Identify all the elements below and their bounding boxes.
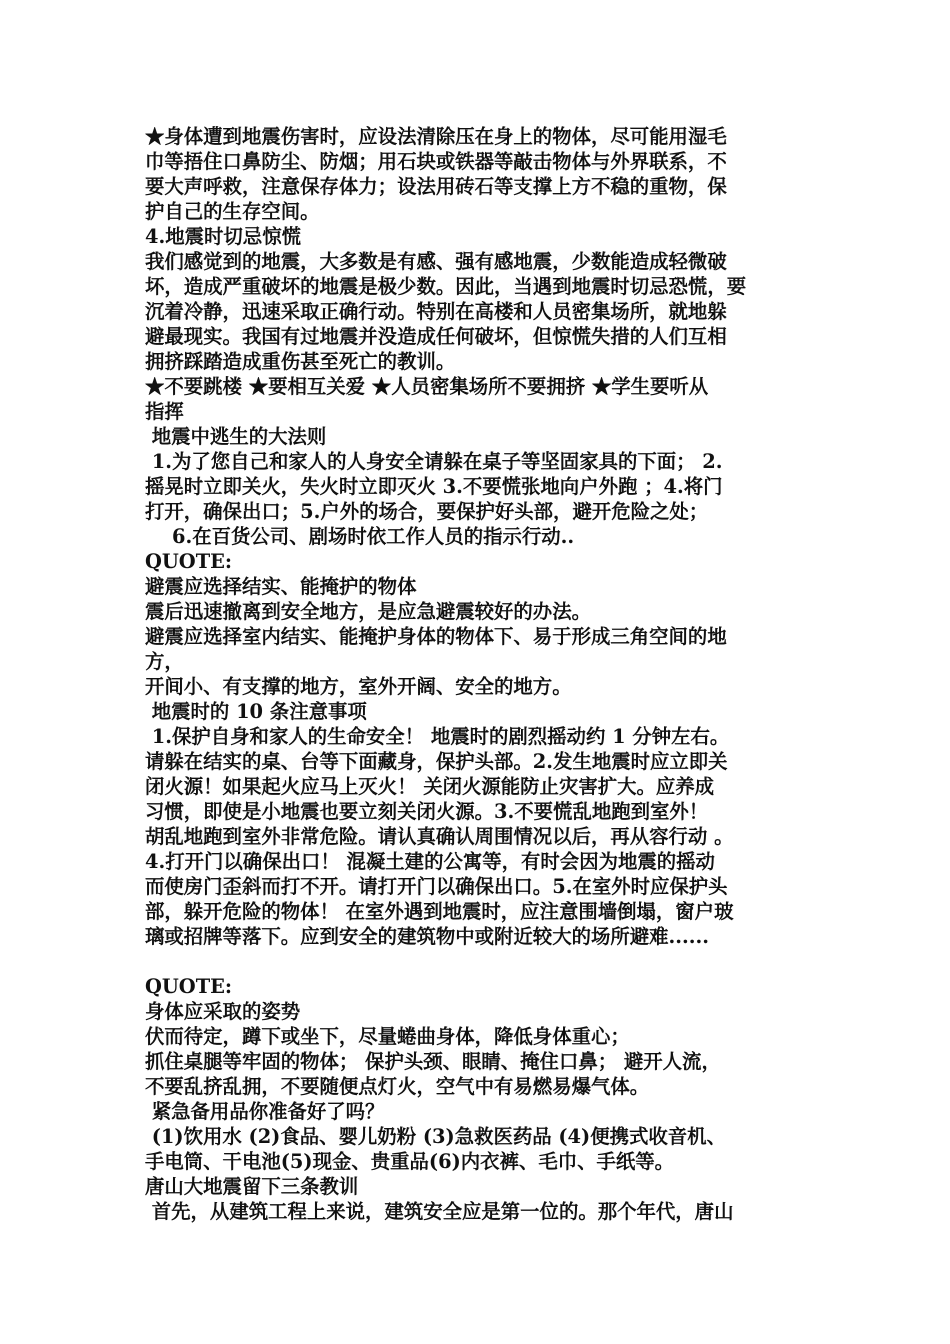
text-line: 请躲在结实的桌、台等下面藏身，保护头部。2.发生地震时应立即关 [145, 750, 728, 773]
text-line: 手电筒、干电池(5)现金、贵重品(6)内衣裤、毛巾、手纸等。 [145, 1150, 675, 1173]
text-line [145, 949, 813, 974]
text-line: 指挥 [145, 400, 184, 423]
text-line: 4.打开门以确保出口！ 混凝土建的公寓等，有时会因为地震的摇动 [145, 850, 715, 873]
text-line: 要大声呼救，注意保存体力；设法用砖石等支撑上方不稳的重物，保 [145, 175, 727, 198]
text-line: 1.保护自身和家人的生命安全！ 地震时的剧烈摇动约 1 分钟左右。 [145, 725, 730, 748]
text-line: 紧急备用品你准备好了吗？ [145, 1100, 385, 1123]
text-line: 护自己的生存空间。 [145, 200, 320, 223]
document-page [145, 124, 813, 1224]
text-line: QUOTE: [145, 975, 233, 998]
text-line: 习惯，即使是小地震也要立刻关闭火源。3.不要慌乱地跑到室外！ [145, 800, 709, 823]
text-line: 而使房门歪斜而打不开。请打开门以确保出口。5.在室外时应保护头 [145, 875, 728, 898]
text-line: 璃或招牌等落下。应到安全的建筑物中或附近较大的场所避难...... [145, 925, 710, 948]
text-line: 摇晃时立即关火，失火时立即灭火 3.不要慌张地向户外跑 ；4.将门 [145, 475, 723, 498]
text-line: 身体应采取的姿势 [145, 1000, 301, 1023]
text-line: 方， [145, 650, 184, 673]
text-line: 我们感觉到的地震，大多数是有感、强有感地震，少数能造成轻微破 [145, 250, 727, 273]
text-line: 首先，从建筑工程上来说，建筑安全应是第一位的。那个年代，唐山 [145, 1200, 734, 1223]
text-line: 避震应选择结实、能掩护的物体 [145, 575, 417, 598]
text-line: 唐山大地震留下三条教训 [145, 1175, 359, 1198]
text-line: 1.为了您自己和家人的人身安全请躲在桌子等坚固家具的下面； 2. [145, 450, 723, 473]
text-line: 闭火源！如果起火应马上灭火！ 关闭火源能防止灾害扩大。应养成 [145, 775, 715, 798]
text-line: (1)饮用水 (2)食品、婴儿奶粉 (3)急救医药品 (4)便携式收音机、 [145, 1125, 726, 1148]
text-line: ★身体遭到地震伤害时，应设法清除压在身上的物体，尽可能用湿毛 [145, 125, 727, 148]
text-line: ★不要跳楼 ★要相互关爱 ★人员密集场所不要拥挤 ★学生要听从 [145, 375, 709, 398]
text-line: 部，躲开危险的物体！ 在室外遇到地震时，应注意围墙倒塌，窗户玻 [145, 900, 734, 923]
text-line: 抓住桌腿等牢固的物体； 保护头颈、眼睛、掩住口鼻； 避开人流， [145, 1050, 721, 1073]
text-line: 地震时的 10 条注意事项 [145, 700, 367, 723]
text-line: 胡乱地跑到室外非常危险。请认真确认周围情况以后，再从容行动 。 [145, 825, 734, 848]
text-line: 拥挤踩踏造成重伤甚至死亡的教训。 [145, 350, 456, 373]
text-line: 打开，确保出口；5.户外的场合，要保护好头部，避开危险之处； [145, 500, 709, 523]
text-line: 避震应选择室内结实、能掩护身体的物体下、易于形成三角空间的地 [145, 625, 727, 648]
text-line: 开间小、有支撑的地方，室外开阔、安全的地方。 [145, 675, 572, 698]
text-line: 地震中逃生的大法则 [145, 425, 327, 448]
text-line: 避最现实。我国有过地震并没造成任何破坏，但惊慌失措的人们互相 [145, 325, 727, 348]
text-line: QUOTE: [145, 550, 233, 573]
document-body [145, 124, 813, 1224]
text-line: 沉着冷静，迅速采取正确行动。特别在高楼和人员密集场所，就地躲 [145, 300, 727, 323]
text-line: 6.在百货公司、剧场时依工作人员的指示行动.. [145, 525, 575, 548]
text-line: 不要乱挤乱拥，不要随便点灯火，空气中有易燃易爆气体。 [145, 1075, 650, 1098]
text-line: 震后迅速撤离到安全地方，是应急避震较好的办法。 [145, 600, 591, 623]
text-line: 巾等捂住口鼻防尘、防烟；用石块或铁器等敲击物体与外界联系，不 [145, 150, 727, 173]
text-line: 坏，造成严重破坏的地震是极少数。因此，当遇到地震时切忌恐慌，要 [145, 275, 747, 298]
text-line: 伏而待定，蹲下或坐下，尽量蜷曲身体，降低身体重心； [145, 1025, 630, 1048]
text-line: 4.地震时切忌惊慌 [145, 225, 301, 248]
